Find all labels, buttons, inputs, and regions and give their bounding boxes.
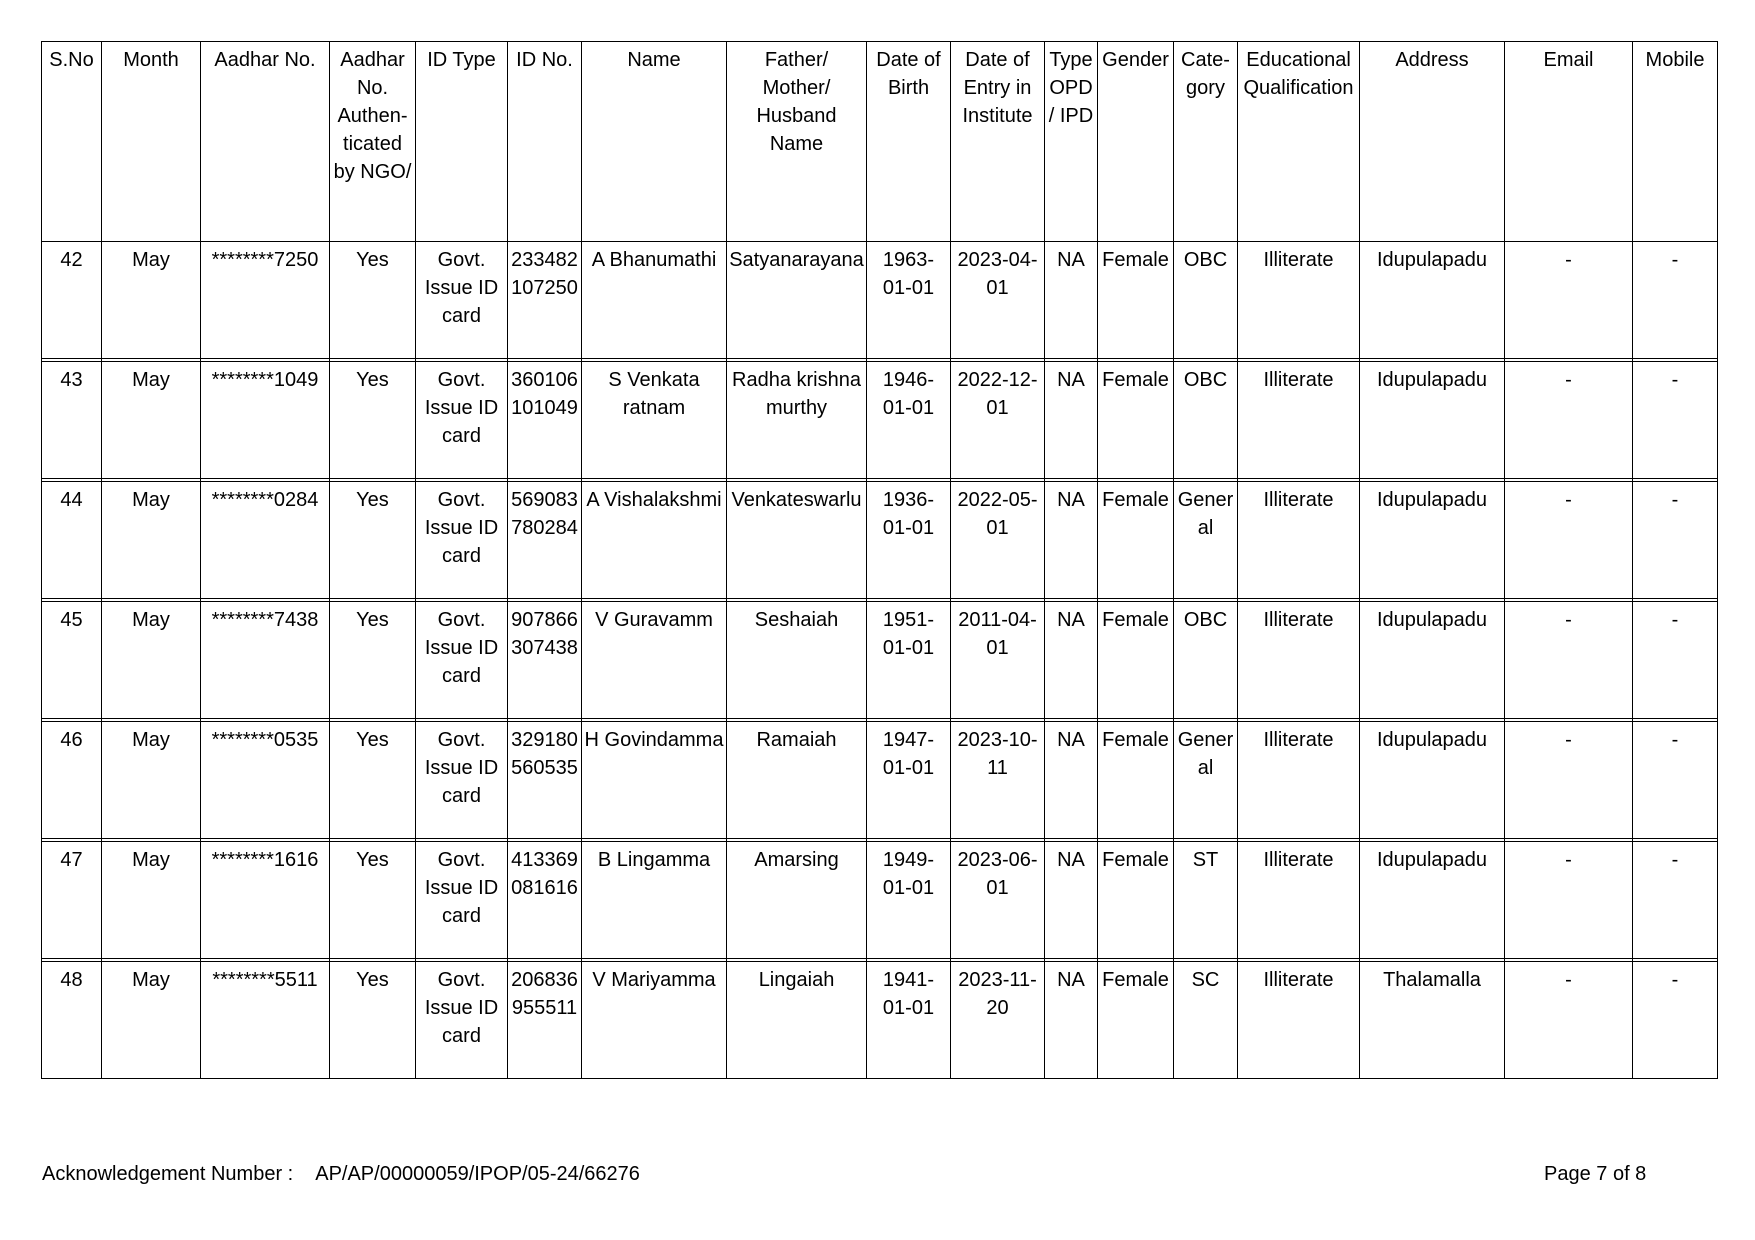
education-cell: Illiterate [1238,362,1360,479]
acknowledgement [42,1163,640,1186]
acknowledgement-label: Acknowledgement Number : [42,1163,294,1185]
date-of-birth-cell: 1936-01-01 [867,482,951,599]
address-cell: Idupulapadu [1360,362,1505,479]
column-header: Type OPD / IPD [1045,42,1098,242]
auth-cell: Yes [330,842,416,959]
id-number-cell: 907866307438 [508,602,582,719]
aadhar-cell: ********7250 [201,242,330,359]
column-header: Father/ Mother/ Husband Name [727,42,867,242]
sno-cell: 47 [42,842,102,959]
aadhar-cell: ********5511 [201,962,330,1079]
category-cell: SC [1174,962,1238,1079]
name-cell: A Bhanumathi [582,242,727,359]
education-cell: Illiterate [1238,242,1360,359]
gender-cell: Female [1098,962,1174,1079]
date-of-entry-cell: 2023-06-01 [951,842,1045,959]
aadhar-cell: ********1049 [201,362,330,479]
id-type-cell: Govt. Issue ID card [416,362,508,479]
opd-ipd-type-cell: NA [1045,602,1098,719]
date-of-birth-cell: 1949-01-01 [867,842,951,959]
name-cell: S Venkata ratnam [582,362,727,479]
column-header: Mobile [1633,42,1718,242]
id-type-cell: Govt. Issue ID card [416,482,508,599]
month-cell: May [102,242,201,359]
guardian-name-cell: Radha krishna murthy [727,362,867,479]
address-cell: Idupulapadu [1360,482,1505,599]
mobile-cell: - [1633,242,1718,359]
category-cell: General [1174,482,1238,599]
mobile-cell: - [1633,602,1718,719]
id-type-cell: Govt. Issue ID card [416,962,508,1079]
name-cell: A Vishalakshmi [582,482,727,599]
address-cell: Idupulapadu [1360,242,1505,359]
guardian-name-cell: Satyanarayana [727,242,867,359]
date-of-entry-cell: 2023-10-11 [951,722,1045,839]
month-cell: May [102,842,201,959]
name-cell: B Lingamma [582,842,727,959]
gender-cell: Female [1098,242,1174,359]
column-header: Aadhar No. Authen- ticated by NGO/ [330,42,416,242]
column-header: Date of Entry in Institute [951,42,1045,242]
address-cell: Thalamalla [1360,962,1505,1079]
table-row [42,842,1718,959]
address-cell: Idupulapadu [1360,842,1505,959]
id-number-cell: 233482107250 [508,242,582,359]
column-header: Name [582,42,727,242]
education-cell: Illiterate [1238,602,1360,719]
name-cell: V Guravamm [582,602,727,719]
gender-cell: Female [1098,362,1174,479]
column-header: Aadhar No. [201,42,330,242]
date-of-birth-cell: 1963-01-01 [867,242,951,359]
sno-cell: 43 [42,362,102,479]
aadhar-cell: ********1616 [201,842,330,959]
education-cell: Illiterate [1238,722,1360,839]
page-number: Page 7 of 8 [1544,1163,1647,1185]
date-of-entry-cell: 2023-11-20 [951,962,1045,1079]
address-cell: Idupulapadu [1360,602,1505,719]
month-cell: May [102,962,201,1079]
gender-cell: Female [1098,602,1174,719]
opd-ipd-type-cell: NA [1045,362,1098,479]
sno-cell: 45 [42,602,102,719]
table-body [42,242,1718,1079]
opd-ipd-type-cell: NA [1045,482,1098,599]
date-of-entry-cell: 2022-05-01 [951,482,1045,599]
aadhar-cell: ********0535 [201,722,330,839]
email-cell: - [1505,842,1633,959]
education-cell: Illiterate [1238,962,1360,1079]
sno-cell: 46 [42,722,102,839]
sno-cell: 44 [42,482,102,599]
date-of-birth-cell: 1941-01-01 [867,962,951,1079]
name-cell: H Govindamma [582,722,727,839]
table-row [42,722,1718,839]
gender-cell: Female [1098,842,1174,959]
column-header: ID No. [508,42,582,242]
category-cell: OBC [1174,242,1238,359]
id-number-cell: 206836955511 [508,962,582,1079]
auth-cell: Yes [330,482,416,599]
mobile-cell: - [1633,962,1718,1079]
email-cell: - [1505,722,1633,839]
date-of-birth-cell: 1951-01-01 [867,602,951,719]
opd-ipd-type-cell: NA [1045,962,1098,1079]
date-of-birth-cell: 1946-01-01 [867,362,951,479]
email-cell: - [1505,482,1633,599]
column-header: Email [1505,42,1633,242]
month-cell: May [102,722,201,839]
column-header: Date of Birth [867,42,951,242]
mobile-cell: - [1633,482,1718,599]
category-cell: OBC [1174,362,1238,479]
column-header: Educational Qualification [1238,42,1360,242]
sno-cell: 48 [42,962,102,1079]
table-row [42,362,1718,479]
auth-cell: Yes [330,722,416,839]
id-number-cell: 569083780284 [508,482,582,599]
education-cell: Illiterate [1238,482,1360,599]
mobile-cell: - [1633,722,1718,839]
month-cell: May [102,362,201,479]
opd-ipd-type-cell: NA [1045,842,1098,959]
mobile-cell: - [1633,362,1718,479]
email-cell: - [1505,602,1633,719]
aadhar-cell: ********7438 [201,602,330,719]
gender-cell: Female [1098,722,1174,839]
date-of-entry-cell: 2023-04-01 [951,242,1045,359]
sno-cell: 42 [42,242,102,359]
month-cell: May [102,482,201,599]
category-cell: ST [1174,842,1238,959]
auth-cell: Yes [330,242,416,359]
table-row [42,962,1718,1079]
table-row [42,482,1718,599]
aadhar-cell: ********0284 [201,482,330,599]
id-type-cell: Govt. Issue ID card [416,722,508,839]
email-cell: - [1505,962,1633,1079]
beneficiary-table [41,41,1718,1079]
email-cell: - [1505,362,1633,479]
guardian-name-cell: Amarsing [727,842,867,959]
category-cell: OBC [1174,602,1238,719]
auth-cell: Yes [330,362,416,479]
guardian-name-cell: Ramaiah [727,722,867,839]
table-row [42,242,1718,359]
category-cell: General [1174,722,1238,839]
month-cell: May [102,602,201,719]
id-number-cell: 413369081616 [508,842,582,959]
table-header-row [42,42,1718,242]
id-number-cell: 329180560535 [508,722,582,839]
id-type-cell: Govt. Issue ID card [416,602,508,719]
guardian-name-cell: Seshaiah [727,602,867,719]
name-cell: V Mariyamma [582,962,727,1079]
date-of-birth-cell: 1947-01-01 [867,722,951,839]
column-header: Address [1360,42,1505,242]
column-header: Gender [1098,42,1174,242]
id-type-cell: Govt. Issue ID card [416,842,508,959]
column-header: Month [102,42,201,242]
guardian-name-cell: Venkateswarlu [727,482,867,599]
column-header: S.No [42,42,102,242]
opd-ipd-type-cell: NA [1045,722,1098,839]
education-cell: Illiterate [1238,842,1360,959]
auth-cell: Yes [330,962,416,1079]
acknowledgement-number: AP/AP/00000059/IPOP/05-24/66276 [315,1163,640,1185]
column-header: Cate- gory [1174,42,1238,242]
id-type-cell: Govt. Issue ID card [416,242,508,359]
email-cell: - [1505,242,1633,359]
address-cell: Idupulapadu [1360,722,1505,839]
column-header: ID Type [416,42,508,242]
table-row [42,602,1718,719]
date-of-entry-cell: 2022-12-01 [951,362,1045,479]
gender-cell: Female [1098,482,1174,599]
id-number-cell: 360106101049 [508,362,582,479]
mobile-cell: - [1633,842,1718,959]
date-of-entry-cell: 2011-04-01 [951,602,1045,719]
auth-cell: Yes [330,602,416,719]
guardian-name-cell: Lingaiah [727,962,867,1079]
opd-ipd-type-cell: NA [1045,242,1098,359]
